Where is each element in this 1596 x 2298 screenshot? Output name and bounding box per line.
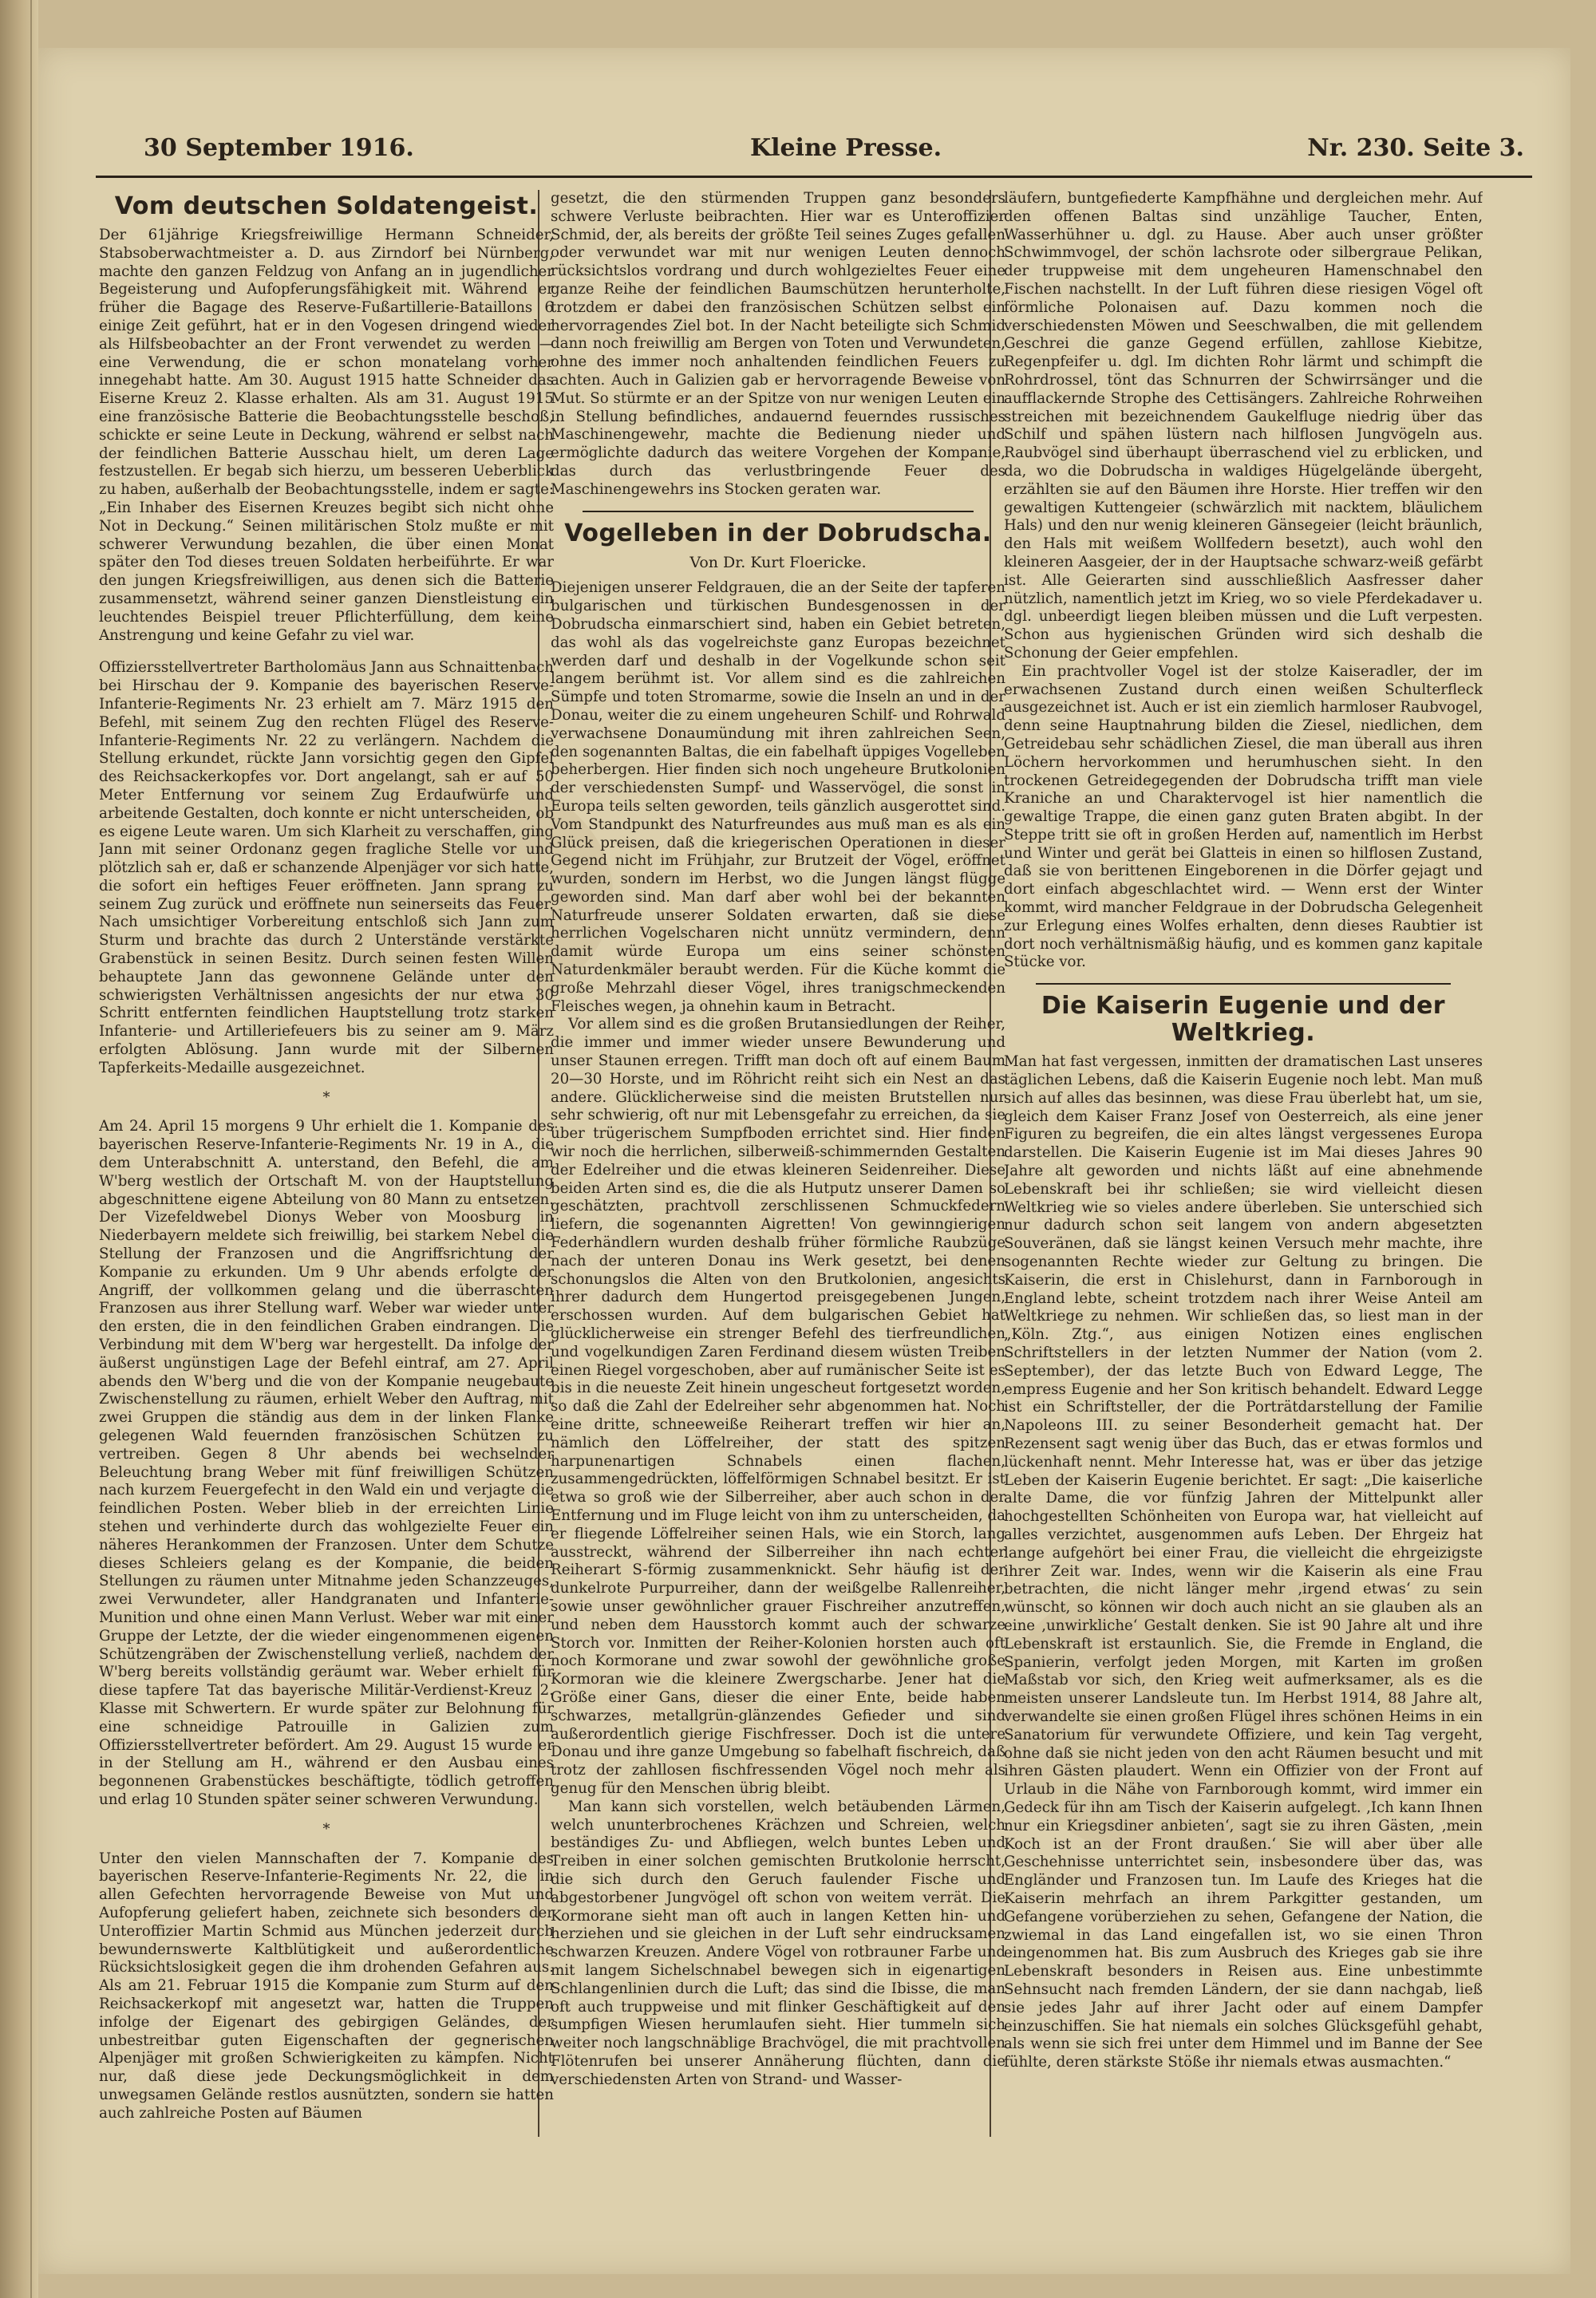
column-3	[1004, 190, 1483, 2137]
article-divider	[1036, 983, 1451, 985]
article-paragraph: Am 24. April 15 morgens 9 Uhr erhielt die 1. Kompanie des bayerischen Reserve-Infanterie-Regiments Nr. 19 in A., die dem Unterabschnitt A. unterstand, den Befehl, die am W'berg westlich der Ortschaft M. von der Hauptstellung abgeschnittene eigene Abteilung von 80 Mann zu entsetzen. Der Vizefeldwebel Dionys Weber von Moosburg in Niederbayern meldete sich freiwillig, bei starkem Nebel die Stellung der Franzosen und die Angriffsrichtung der Kompanie zu erkunden. Um 9 Uhr abends erfolgte der Angriff, der vollkommen gelang und die überraschten Franzosen aus ihrer Stellung warf. Weber war wieder unter den ersten, die in den feindlichen Graben eindrangen. Die Verbindung mit dem W'berg war hergestellt. Da infolge der äußerst ungünstigen Lage der Befehl eintraf, am 27. April abends den W'berg und die von der Kompanie neugebaute Zwischenstellung zu räumen, erhielt Weber den Auftrag, mit zwei Gruppen die ständig aus dem in der linken Flanke gelegenen Wald feuernden französischen Schützen zu vertreiben. Gegen 8 Uhr abends bei wechselnder Beleuchtung brang Weber mit fünf freiwilligen Schützen nach kurzem Feuergefecht in den Wald ein und verjagte die feindlichen Posten. Weber blieb in der erreichten Linie stehen und verhinderte durch das wohlgezielte Feuer ein näheres Herankommen der Franzosen. Unter dem Schutze dieses Schleiers gelang es der Kompanie, die beiden Stellungen zu räumen unter Mitnahme jeden Schanzzeuges, zwei Verwundeter, aller Handgranaten und Infanterie-Munition und ohne einen Mann Verlust. Weber war mit einer Gruppe der Letzte, der die wieder eingenommenen eigenen Schützengräben der Zwischenstellung verließ, nachdem der W'berg bereits vollständig geräumt war. Weber erhielt für diese tapfere Tat das bayerische Militär-Verdienst-Kreuz 2. Klasse mit Schwertern. Er wurde später zur Belohnung für eine schneidige Patrouille in Galizien zum Offiziersstellvertreter befördert. Am 29. August 15 wurde er in der Stellung am H., während er den Ausbau eines begonnenen Grabenstückes beschäftigte, tödlich getroffen und erlag 10 Stunden später seiner schweren Verwundung.	[99, 1118, 554, 1808]
column-1	[99, 190, 554, 2137]
article-paragraph: läufern, buntgefiederte Kampfhähne und dergleichen mehr. Auf den offenen Baltas sind unzählige Taucher, Enten, Wasserhühner u. dgl. zu Hause. Aber auch unser größter Schwimmvogel, der schön lachsrote oder silbergraue Pelikan, der truppweise mit dem ungeheuren Hamenschnabel den Fischen nachstellt. In der Luft führen diese riesigen Vögel oft förmliche Polonaisen auf. Dazu kommen noch die verschiedensten Möwen und Seeschwalben, die mit gellendem Geschrei die ganze Gegend erfüllen, zahllose Kiebitze, Regenpfeifer u. dgl. Im dichten Rohr lärmt und schimpft die Rohrdrossel, tönt das Schnurren der Schwirrsänger und die aufflackernde Strophe des Cettisängers. Zahlreiche Rohrweihen streichen mit bezeichnendem Gaukelfluge niedrig über das Schilf und spähen lüstern nach hilflosen Jungvögeln aus. Raubvögel sind überhaupt überraschend viel zu erblicken, und da, wo die Dobrudscha in waldiges Hügelgelände übergeht, erzählten sie auf den Bäumen ihre Horste. Hier treffen wir den gewaltigen Kuttengeier (schwärzlich mit nacktem, bläulichem Hals) und den nur wenig kleineren Gänsegeier (leicht bräunlich, den Hals mit weißem Wollfedern besetzt), auch wohl den kleineren Aasgeier, der in der Hauptsache schwarz-weiß gefärbt ist. Alle Geierarten sind ausschließlich Aasfresser daher nützlich, namentlich jetzt im Krieg, wo so viele Pferdekadaver u. dgl. unbeerdigt liegen bleiben müssen und die Luft verpesten. Schon aus hygienischen Gründen wird sich deshalb die Schonung der Geier empfehlen.	[1004, 190, 1483, 661]
page-header	[96, 118, 1532, 178]
article-divider	[583, 511, 974, 512]
article-title-soldatengeist: Vom deutschen Soldatengeist.	[114, 192, 539, 220]
header-paper-name: Kleine Presse.	[750, 134, 942, 162]
article-byline: Von Dr. Kurt Floericke.	[689, 553, 867, 571]
article-title-vogelleben: Vogelleben in der Dobrudscha.	[564, 519, 992, 547]
section-separator: *	[322, 1820, 330, 1838]
article-paragraph: Ein prachtvoller Vogel ist der stolze Kaiseradler, der im erwachsenen Zustand durch einen weißen Schulterfleck ausgezeichnet ist. Auch er ist ein ziemlich harmloser Raubvogel, denn seine Hauptnahrung bilden die Ziesel, niedlichen, dem Getreidebau sehr schädlichen Ziesel, die man überall aus ihren Löchern hervorkommen und herumhuschen sieht. In den trockenen Getreidegegenden der Dobrudscha trifft man viele Kraniche an und Charaktervogel ist hier namentlich die gewaltige Trappe, die einen ganz guten Braten abgibt. In der Steppe tritt sie oft in großen Herden auf, namentlich im Herbst und Winter und gerät bei Glatteis in einen so hilflosen Zustand, daß sie von berittenen Eingeborenen in die Dörfer gejagt und dort einfach abgeschlachtet wird. — Wenn erst der Winter kommt, wird mancher Feldgraue in der Dobrudscha Gelegenheit zur Erlegung eines Wolfes erhalten, denn dieses Raubtier ist dort noch verhältnismäßig häufig, und es kommen ganz kapitale Stücke vor.	[1004, 662, 1483, 971]
column-2	[551, 190, 1005, 2137]
article-paragraph: Diejenigen unserer Feldgrauen, die an der Seite der tapferen bulgarischen und türkischen Bundesgenossen in der Dobrudscha einmarschiert sind, haben ein Gebiet betreten, das wohl als das vogelreichste ganz Europas bezeichnet werden darf und deshalb in der Vogelkunde schon seit langem berühmt ist. Vor allem sind es die zahlreichen Sümpfe und toten Stromarme, sowie die Inseln an und in der Donau, weiter die zu einem ungeheuren Schilf- und Rohrwald verwachsene Donaumündung mit ihren zahlreichen Seen, den sogenannten Baltas, die ein fabelhaft üppiges Vogelleben beherbergen. Hier finden sich noch ungeheure Brutkolonien der verschiedensten Sumpf- und Wasservögel, die sonst in Europa teils selten geworden, teils gänzlich ausgerottet sind. Vom Standpunkt des Naturfreundes aus muß man es als ein Glück preisen, daß die kriegerischen Operationen in dieser Gegend nicht im Frühjahr, zur Brutzeit der Vögel, eröffnet wurden, sondern im Herbst, wo die Jungen längst flügge geworden sind. Man darf aber wohl bei der bekannten Naturfreude unserer Soldaten erwarten, daß sie diese herrlichen Vogelscharen nicht unnütz vermindern, denn damit würde Europa um eins seiner schönsten Naturdenkmäler beraubt werden. Für die Küche kommt die große Mehrzahl dieser Vögel, ihres tranigschmeckenden Fleisches wegen, ja ohnehin kaum in Betracht.	[551, 579, 1005, 1015]
article-paragraph: Der 61jährige Kriegsfreiwillige Hermann Schneider, Stabsoberwachtmeister a. D. aus Zirndorf bei Nürnberg, machte den ganzen Feldzug von Anfang an in jugendlicher Begeisterung und Aufopferungsfähigkeit mit. Während er früher die Bagage des Reserve-Fußartillerie-Bataillons 6 einige Zeit geführt, hat er in den Vogesen dringend wieder als Hilfsbeobachter an der Front verwendet zu werden — eine Verwendung, die er schon monatelang vorher innegehabt hatte. Am 30. August 1915 hatte Schneider das Eiserne Kreuz 2. Klasse erhalten. Als am 31. August 1915 eine französische Batterie die Beobachtungsstelle beschoß, schickte er seine Leute in Deckung, während er selbst nach der feindlichen Batterie Ausschau hielt, um deren Lage festzustellen. Er begab sich hierzu, um besseren Ueberblick zu haben, außerhalb der Beobachtungsstelle, indem er sagte: „Ein Inhaber des Eisernen Kreuzes begibt sich nicht ohne Not in Deckung.“ Seinen militärischen Stolz mußte er mit schwerer Verwundung bezahlen, die über einen Monat später den Tod dieses treuen Soldaten herbeiführte. Er war den jungen Kriegsfreiwilligen, aus denen sich die Batterie zusammensetzt, während seiner ganzen Dienstleistung ein leuchtendes Beispiel treuer Pflichterfüllung, dem keine Anstrengung und keine Gefahr zu viel war.	[99, 227, 554, 644]
article-paragraph: Man hat fast vergessen, inmitten der dramatischen Last unseres täglichen Lebens, daß die Kaiserin Eugenie noch lebt. Man muß sich auf alles das besinnen, was diese Frau überlebt hat, um sie, gleich dem Kaiser Franz Josef von Oesterreich, als eine jener Figuren zu begreifen, die ein altes längst vergessenes Europa darstellen. Die Kaiserin Eugenie ist im Mai dieses Jahres 90 Jahre alt geworden und nichts läßt auf eine abnehmende Lebenskraft bei ihr schließen; sie wird vielleicht diesen Weltkrieg wie so vieles andere überleben. Sie unterschied sich nur dadurch schon seit langem von andern abgesetzten Souveränen, daß sie längst keinen Versuch mehr machte, ihre sogenannten Rechte wieder zur Geltung zu bringen. Die Kaiserin, die erst in Chislehurst, dann in Farnborough in England lebte, scheint trotzdem nach ihrer Weise Anteil am Weltkriege zu nehmen. Wir schließen das, so liest man in der „Köln. Ztg.“, aus einigen Notizen eines englischen Schriftstellers in der letzten Nummer der Nation (vom 2. September), der das letzte Buch von Edward Legge, The empress Eugenie and her Son kritisch behandelt. Edward Legge ist ein Schriftsteller, der die Porträtdarstellung der Familie Napoleons III. zu seiner Besonderheit gemacht hat. Der Rezensent sagt wenig über das Buch, das er etwas formlos und lückenhaft nennt. Mehr Interesse hat, was er über das jetzige Leben der Kaiserin Eugenie berichtet. Er sagt: „Die kaiserliche alte Dame, die vor fünfzig Jahren der Mittelpunkt aller hochgestellten Schönheiten von Europa war, hat vielleicht auf alles verzichtet, ausgenommen aufs Leben. Der Ehrgeiz hat lange aufgehört bei einer Frau, die vielleicht die ehrgeizigste ihrer Zeit war. Indes, wenn wir die Kaiserin als eine Frau betrachten, die nicht länger mehr ‚irgend etwas‘ zu sein wünscht, so können wir doch auch nicht an sie glauben als an eine ‚unwirkliche‘ Gestalt denken. Sie ist 90 Jahre alt und ihre Lebenskraft ist erstaunlich. Sie, die Fremde in England, die Spanierin, verfolgt jeden Morgen, mit Karten im großen Maßstab vor sich, den Krieg weit aufmerksamer, als es die meisten unserer Landsleute tun. Im Herbst 1914, 88 Jahre alt, verwandelte sie einen großen Flügel ihres schönen Heims in ein Sanatorium für verwundete Offiziere, und kein Tag vergeht, ohne daß sie nicht jeden von den acht Räumen besucht und mit ihren Gästen plaudert. Wenn ein Offizier von der Front auf Urlaub in die Nähe von Farnborough kommt, wird immer ein Gedeck für ihn am Tisch der Kaiserin aufgelegt. ‚Ich kann Ihnen nur ein Kriegsdiner anbieten‘, sagt sie zu ihren Gästen, ‚mein Koch ist an der Front draußen.‘ Sie will aber über alle Geschehnisse unterrichtet sein, insbesondere über das, was Engländer und Franzosen tun. Im Laufe des Krieges hat die Kaiserin mehrfach an ihrem Parkgitter gestanden, um Gefangene vorüberziehen zu sehen, Gefangene der Nation, die zwiemal in das Land eingefallen ist, wo sie einen Thron eingenommen hat. Bis zum Ausbruch des Krieges gab sie ihre Lebenskraft besonders in Reisen aus. Eine unbestimmte Sehnsucht nach fremden Ländern, der sie dann nachgab, ließ sie jedes Jahr auf ihrer Jacht oder auf einem Dampfer einzuschiffen. Sie hat niemals ein solches Glücksgefühl gehabt, als wenn sie sich frei unter dem Himmel und im Banne der See fühlte, deren stärkste Stöße ihr niemals etwas ausmachten.“	[1004, 1053, 1483, 2071]
section-separator: *	[322, 1088, 330, 1106]
article-paragraph: gesetzt, die den stürmenden Truppen ganz besonders schwere Verluste beibrachten. Hier war es Unteroffizier Schmid, der, als bereits der größte Teil seines Zuges gefallen oder verwundet war mit nur wenigen Leuten dennoch rücksichtslos vordrang und durch wohlgezieltes Feuer eine ganze Reihe der feindlichen Baumschützen herunterholte, trotzdem er dabei den französischen Schützen selbst ein hervorragendes Ziel bot. In der Nacht beteiligte sich Schmid dann noch freiwillig am Bergen von Toten und Verwundeten, ohne des immer noch anhaltenden feindlichen Feuers zu achten. Auch in Galizien gab er hervorragende Beweise von Mut. So stürmte er an der Spitze von nur wenigen Leuten ein in Stellung befindliches, andauernd feuerndes russisches Maschinengewehr, machte die Bedienung nieder und ermöglichte dadurch das weitere Vorgehen der Kompanie, das durch das verlustbringende Feuer des Maschinengewehrs ins Stocken geraten war.	[551, 190, 1005, 498]
header-issue-page: Nr. 230. Seite 3.	[1307, 134, 1524, 162]
article-paragraph: Vor allem sind es die großen Brutansiedlungen der Reiher, die immer und immer wieder unsere Bewunderung und unser Staunen erregen. Trifft man doch oft auf einem Baum 20—30 Horste, und im Röhricht reiht sich ein Nest an das andere. Glücklicherweise sind die meisten Brutstellen nur sehr schwierig, oft nur mit Lebensgefahr zu erreichen, da sie über trügerischem Sumpfboden errichtet sind. Hier finden wir noch die herrlichen, silberweiß-schimmernden Gestalten der Edelreiher und die etwas kleineren Seidenreiher. Diese beiden Arten sind es, die die als Hutputz unserer Damen so geschätzten, prachtvoll zerschlissenen Schmuckfedern liefern, die sogenannten Aigretten! Von gewinngierigen Federhändlern wurden deshalb früher förmliche Raubzüge nach der unteren Donau ins Werk gesetzt, bei denen schonungslos die Alten von den Brutkolonien, angesichts ihrer dadurch dem Hungertod preisgegebenen Jungen, erschossen wurden. Auf dem bulgarischen Gebiet hat glücklicherweise ein strenger Befehl des tierfreundlichen und vogelkundigen Zaren Ferdinand diesem wüsten Treiben einen Riegel vorgeschoben, aber auf rumänischer Seite ist es bis in die neueste Zeit hinein ungescheut fortgesetzt worden, so daß die Zahl der Edelreiher sehr abgenommen hat. Noch eine dritte, schneeweiße Reiherart treffen wir hier an, nämlich den Löffelreiher, der statt des spitzen harpunenartigen Schnabels einen flachen, zusammengedrückten, löffelförmigen Schnabel besitzt. Er ist etwa so groß wie der Silberreiher, aber auch schon in der Entfernung und im Fluge leicht von ihm zu unterscheiden, da er fliegende Löffelreiher seinen Hals, wie ein Storch, lang ausstreckt, während der Silberreiher ihn nach echter Reiherart S-förmig zusammenknickt. Sehr häufig ist der dunkelrote Purpurreiher, dann der weißgelbe Rallenreiher, sowie unser gewöhnlicher grauer Fischreiher anzutreffen, und neben dem Hausstorch kommt auch der schwarze Storch vor. Inmitten der Reiher-Kolonien horsten auch oft noch Kormorane und zwar sowohl der gewöhnliche große Kormoran wie die kleinere Zwergscharbe. Jener hat die Größe einer Gans, dieser die einer Ente, beide haben schwarzes, metallgrün-glänzendes Gefieder und sind außerordentlich gierige Fischfresser. Doch ist die untere Donau und ihre ganze Umgebung so fabelhaft fischreich, daß trotz der zahllosen fischfressenden Vögel noch mehr als genug für den Menschen übrig bleibt.	[551, 1016, 1005, 1797]
header-date: 30 September 1916.	[144, 134, 414, 162]
article-paragraph: Unter den vielen Mannschaften der 7. Kompanie des bayerischen Reserve-Infanterie-Regiments Nr. 22, die in allen Gefechten hervorragende Beweise von Mut und Aufopferung geliefert haben, zeichnete sich besonders der Unteroffizier Martin Schmid aus München jederzeit durch bewundernswerte Kaltblütigkeit und außerordentliche Rücksichtslosigkeit gegen die ihm drohenden Gefahren aus. Als am 21. Februar 1915 die Kompanie zum Sturm auf den Reichsackerkopf mit angesetzt war, hatten die Truppen infolge der Eigenart des gebirgigen Geländes, der unbestreitbar guten Eigenschaften der gegnerischen Alpenjäger mit großen Schwierigkeiten zu kämpfen. Nicht nur, daß diese jede Deckungsmöglichkeit in dem unwegsamen Gelände restlos ausnützten, sondern sie hatten auch zahlreiche Posten auf Bäumen	[99, 1850, 554, 2122]
article-paragraph: Offiziersstellvertreter Bartholomäus Jann aus Schnaittenbach bei Hirschau der 9. Kompanie des bayerischen Reserve-Infanterie-Regiments Nr. 23 erhielt am 7. März 1915 den Befehl, mit seinem Zug den rechten Flügel des Reserve-Infanterie-Regiments Nr. 22 zu verlängern. Nachdem die Stellung erkundet, rückte Jann vorsichtig gegen den Gipfel des Reichsackerkopfes vor. Dort angelangt, sah er auf 50 Meter Entfernung vor seinem Zug Erdaufwürfe und arbeitende Gestalten, doch konnte er nicht unterscheiden, ob es eigene Leute waren. Um sich Klarheit zu verschaffen, ging Jann mit seiner Ordonanz gegen fragliche Stelle vor und plötzlich sah er, daß er schanzende Alpenjäger vor sich hatte, die sofort ein heftiges Feuer eröffneten. Jann sprang zu seinem Zug zurück und eröffnete nun seinerseits das Feuer. Nach umsichtiger Vorbereitung entschloß sich Jann zum Sturm und brachte das durch 2 Unterstände verstärkte Grabenstück in seinen Besitz. Durch seinen festen Willen behauptete Jann das gewonnene Gelände unter den schwierigsten Verhältnissen angesichts der nur etwa 30 Schritt entfernten feindlichen Hauptstellung trotz starken Infanterie- und Artilleriefeuers bis zu seiner am 9. März erfolgten Ablösung. Jann wurde mit der Silbernen Tapferkeits-Medaille ausgezeichnet.	[99, 659, 554, 1076]
article-title-eugenie: Die Kaiserin Eugenie und der Weltkrieg.	[1041, 992, 1446, 1048]
book-binding	[0, 0, 38, 2298]
article-paragraph: Man kann sich vorstellen, welch betäubenden Lärmen, welch ununterbrochenes Krächzen und Schreien, welch beständiges Zu- und Abfliegen, welch buntes Leben und Treiben in einer solchen gemischten Brutkolonie herrscht, die sich durch den Geruch faulender Fische und abgestorbener Jungvögel oft schon von weitem verrät. Die Kormorane sieht man oft auch in langen Ketten hin- und herziehen und sie gleichen in der Luft sehr eindrucksamen schwarzen Kreuzen. Andere Vögel von rotbrauner Farbe und mit langem Sichelschnabel bewegen sich in eigenartigen Schlangenlinien durch die Luft; das sind die Ibisse, die man oft auch truppweise und mit flinker Geschäftigkeit auf den sumpfigen Wiesen herumlaufen sieht. Hier tummeln sich weiter noch langschnäblige Brachvögel, die mit prachtvollen Flötenrufen bei unserer Annäherung flüchten, dann die verschiedensten Arten von Strand- und Wasser-	[551, 1798, 1005, 2088]
